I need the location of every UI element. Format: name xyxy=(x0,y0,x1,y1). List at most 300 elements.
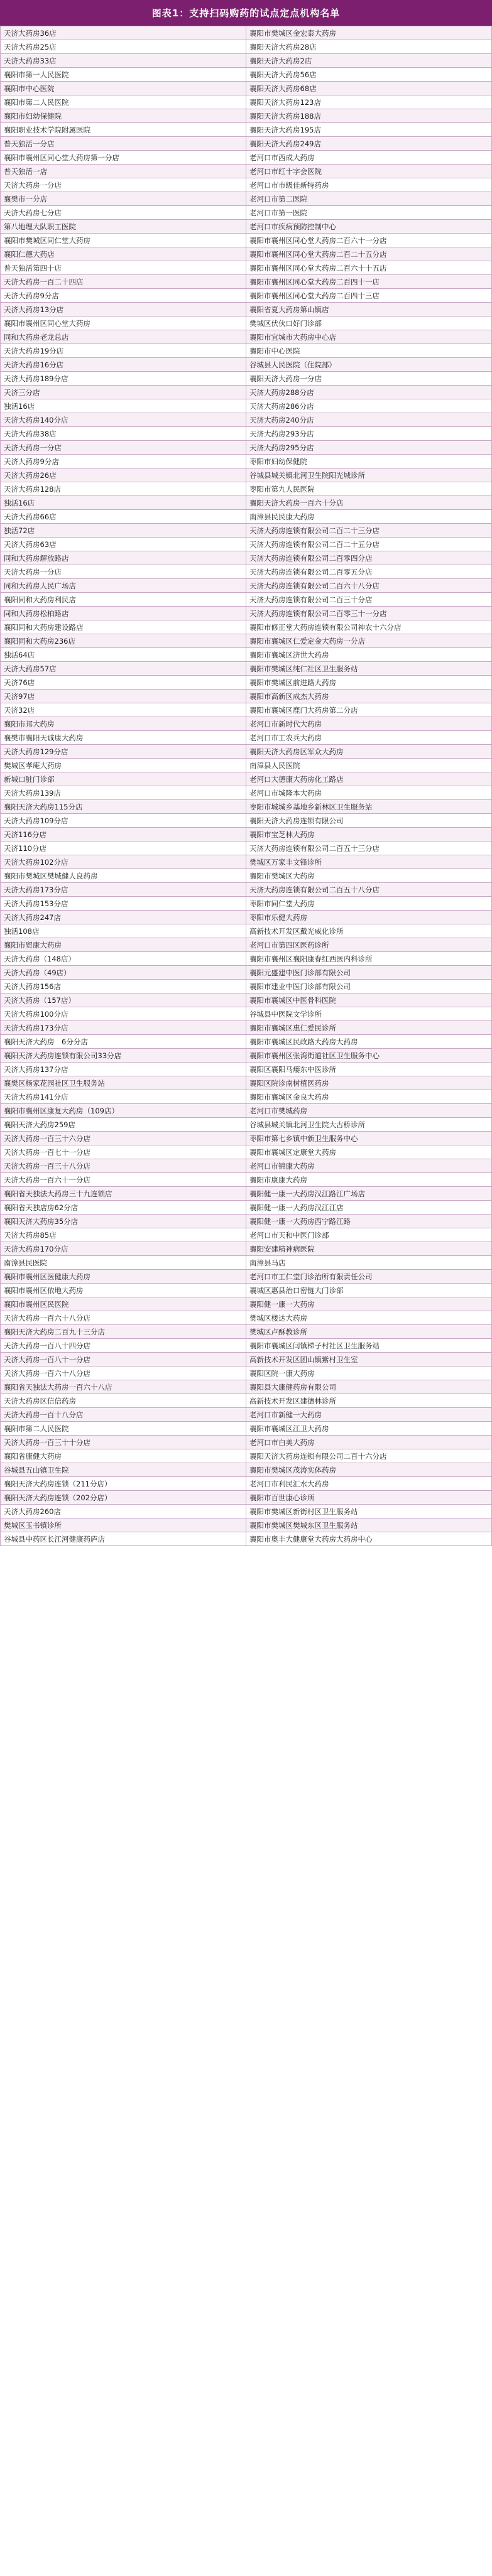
institution-name-left: 天济大药房173分店 xyxy=(1,883,246,897)
institution-name-right: 南漳县马店 xyxy=(246,1256,492,1270)
institution-name-left: 天济大药房85店 xyxy=(1,1228,246,1242)
table-row xyxy=(1,1145,492,1159)
table-row xyxy=(1,1201,492,1215)
institution-name-left: 普天独活第四十店 xyxy=(1,261,246,275)
institution-name-right: 襄阳省夏大药房第山镇店 xyxy=(246,303,492,317)
institution-name-right: 天济大药房连锁有限公司二百零三十一分店 xyxy=(246,607,492,620)
institution-name-right: 枣阳市妇幼保健院 xyxy=(246,455,492,468)
table-row xyxy=(1,109,492,123)
institution-name-right: 襄阳天济大药房一百六十分店 xyxy=(246,496,492,510)
institution-name-left: 天济大药房13分店 xyxy=(1,303,246,317)
institution-name-right: 襄阳市襄城区仁爱定金大药房一分店 xyxy=(246,634,492,648)
institution-name-right: 襄阳健一康一大药房汉江江店 xyxy=(246,1201,492,1215)
table-row xyxy=(1,1366,492,1380)
institution-name-right: 襄阳县大康健药房有限公司 xyxy=(246,1380,492,1394)
institution-name-right: 枣阳市第九人民医院 xyxy=(246,482,492,496)
institution-name-right: 襄阳市樊城区金宏泰大药房 xyxy=(246,26,492,40)
table-row xyxy=(1,1118,492,1132)
institution-name-left: 襄阳市襄州区医健康大药房 xyxy=(1,1270,246,1284)
institution-name-left: 天济大药房25店 xyxy=(1,40,246,54)
table-row xyxy=(1,1491,492,1505)
institution-name-left: 襄阳省天独店房62分店 xyxy=(1,1201,246,1215)
institution-name-right: 天济大药房连锁有限公司二百二十五分店 xyxy=(246,538,492,551)
institution-name-right: 老河口市第一医院 xyxy=(246,206,492,220)
table-row xyxy=(1,1242,492,1256)
institution-name-left: 襄阳省天独法大药房一百六十八店 xyxy=(1,1380,246,1394)
table-row xyxy=(1,883,492,897)
table-row xyxy=(1,1380,492,1394)
institution-name-right: 樊城区万家丰文锋诊所 xyxy=(246,855,492,869)
table-row xyxy=(1,579,492,593)
institution-name-right: 襄阳天济大药房249店 xyxy=(246,137,492,151)
institution-name-left: 谷城县五山镇卫生院 xyxy=(1,1463,246,1477)
table-row xyxy=(1,1021,492,1035)
institution-name-left: 天济大药房109分店 xyxy=(1,814,246,828)
table-row xyxy=(1,759,492,772)
institution-name-left: 天济大药房57店 xyxy=(1,662,246,676)
institution-name-left: 天济大药房（49店） xyxy=(1,966,246,980)
institution-name-right: 襄阳市樊城区新街村区卫生服务站 xyxy=(246,1505,492,1518)
institution-name-right: 襄阳天济大药房2店 xyxy=(246,54,492,68)
institution-name-right: 襄阳市襄城区金良大药房 xyxy=(246,1090,492,1104)
institution-name-left: 天济大药房19分店 xyxy=(1,344,246,358)
table-row xyxy=(1,1284,492,1297)
institution-name-left: 襄阳天济大药房二百九十三分店 xyxy=(1,1325,246,1339)
institution-name-left: 襄阳省康健大药房 xyxy=(1,1449,246,1463)
institution-name-right: 老河口市锦康大药房 xyxy=(246,1159,492,1173)
table-row xyxy=(1,1311,492,1325)
institution-name-right: 襄阳天济大药房连锁有限公司 xyxy=(246,814,492,828)
institution-name-right: 老河口市西成大药房 xyxy=(246,151,492,165)
institution-name-right: 襄阳天济大药房188店 xyxy=(246,109,492,123)
institution-name-left: 天济大药房一百六十八分店 xyxy=(1,1311,246,1325)
table-row xyxy=(1,897,492,911)
table-row xyxy=(1,980,492,993)
table-row xyxy=(1,1297,492,1311)
institution-name-left: 天济大药房一百六十八分店 xyxy=(1,1366,246,1380)
institution-name-left: 天济大药房129分店 xyxy=(1,745,246,759)
institution-name-left: 同和大药房老龙总店 xyxy=(1,330,246,344)
table-row xyxy=(1,413,492,427)
table-row xyxy=(1,247,492,261)
institution-name-left: 天济大药房一分店 xyxy=(1,565,246,579)
institution-name-left: 天济大药房一分店 xyxy=(1,178,246,192)
institution-name-left: 襄阳市樊城区同仁堂大药房 xyxy=(1,234,246,247)
institution-name-left: 独活72店 xyxy=(1,524,246,538)
institution-name-left: 谷城县中药区长江河健康药庐店 xyxy=(1,1532,246,1546)
institution-name-left: 襄阳市樊城区樊城健人良药房 xyxy=(1,869,246,883)
institution-name-right: 襄阳健一康一大药房 xyxy=(246,1297,492,1311)
institution-name-right: 高新技术开发区戴光威化诊所 xyxy=(246,924,492,938)
institution-name-left: 天济110分店 xyxy=(1,842,246,855)
table-body xyxy=(1,26,492,1546)
institution-name-left: 襄阳仁德大药店 xyxy=(1,247,246,261)
institution-name-right: 襄阳市高新区成杰大药房 xyxy=(246,690,492,703)
institution-name-left: 天济32店 xyxy=(1,703,246,717)
table-row xyxy=(1,703,492,717)
institution-name-right: 老河口市疾病预防控制中心 xyxy=(246,220,492,234)
institution-name-right: 襄阳市襄城区江卫大药房 xyxy=(246,1422,492,1436)
table-row xyxy=(1,648,492,662)
table-row xyxy=(1,938,492,952)
table-row xyxy=(1,1449,492,1463)
institution-name-left: 天济大药房102分店 xyxy=(1,855,246,869)
institution-name-left: 天济大药房一百三十六分店 xyxy=(1,1132,246,1145)
institution-name-left: 天济大药房141分店 xyxy=(1,1090,246,1104)
table-row xyxy=(1,330,492,344)
institution-name-right: 襄阳市襄州区襄阳康春红西医内科诊所 xyxy=(246,952,492,966)
institution-name-left: 襄阳天济大药房连锁（202分店） xyxy=(1,1491,246,1505)
table-row xyxy=(1,1477,492,1491)
institution-name-right: 襄阳市樊城区茂涛实体药房 xyxy=(246,1463,492,1477)
institution-name-left: 襄阳天济大药房连锁（211分店） xyxy=(1,1477,246,1491)
institution-name-left: 独活64店 xyxy=(1,648,246,662)
institution-name-left: 襄阳市妇幼保健院 xyxy=(1,109,246,123)
institution-name-left: 天济大药房一百三十十分店 xyxy=(1,1436,246,1449)
institution-name-left: 襄阳天济大药房35分店 xyxy=(1,1215,246,1228)
institution-name-right: 老河口市新健一大药房 xyxy=(246,1408,492,1422)
institution-name-left: 襄阳市襄州区依地大药房 xyxy=(1,1284,246,1297)
institution-name-right: 枣阳市城城乡基地乡新林区卫生服务站 xyxy=(246,800,492,814)
institution-name-right: 襄阳天济大药房区军众大药房 xyxy=(246,745,492,759)
table-row xyxy=(1,165,492,178)
table-row xyxy=(1,1256,492,1270)
institution-name-right: 襄阳市樊城区大药房 xyxy=(246,869,492,883)
institution-name-right: 樊城区楼达大药房 xyxy=(246,1311,492,1325)
institutions-table xyxy=(0,26,492,1546)
table-row xyxy=(1,855,492,869)
institution-name-right: 襄阳区院一康大药房 xyxy=(246,1366,492,1380)
table-row xyxy=(1,1159,492,1173)
table-row xyxy=(1,220,492,234)
table-row xyxy=(1,1035,492,1049)
table-row xyxy=(1,261,492,275)
table-row xyxy=(1,82,492,95)
institution-name-left: 同和大药房人民广场店 xyxy=(1,579,246,593)
institution-name-left: 襄阳市襄州区同心堂大药房第一分店 xyxy=(1,151,246,165)
institution-name-left: 天济大药房137分店 xyxy=(1,1063,246,1076)
institution-name-right: 天济大药房连锁有限公司二百零五分店 xyxy=(246,565,492,579)
institution-name-right: 樊城区伏伙口好门诊部 xyxy=(246,317,492,330)
institution-name-right: 谷城县城关镇北河卫生院阳光城诊所 xyxy=(246,468,492,482)
institution-name-left: 独活16店 xyxy=(1,399,246,413)
institution-name-right: 天济大药房连锁有限公司二百五十八分店 xyxy=(246,883,492,897)
institution-name-left: 天济大药房一百六十一分店 xyxy=(1,1173,246,1187)
table-row xyxy=(1,952,492,966)
institution-name-left: 天济116分店 xyxy=(1,828,246,842)
institution-name-right: 天济大药房295分店 xyxy=(246,441,492,455)
institution-name-right: 襄阳区襄阳马瘘东中医诊所 xyxy=(246,1063,492,1076)
table-row xyxy=(1,137,492,151)
institution-name-left: 襄阳同和大药房利民店 xyxy=(1,593,246,607)
institution-name-right: 老河口市天和中医门诊部 xyxy=(246,1228,492,1242)
table-row xyxy=(1,441,492,455)
institution-name-left: 樊城区孝庵大药房 xyxy=(1,759,246,772)
institution-name-left: 天济大药房9分店 xyxy=(1,289,246,303)
institution-name-right: 天济大药房286分店 xyxy=(246,399,492,413)
institution-name-right: 襄阳市修正堂大药房连锁有限公司神农十六分店 xyxy=(246,620,492,634)
table-row xyxy=(1,634,492,648)
institution-name-right: 襄阳市襄城区济世大药房 xyxy=(246,648,492,662)
table-row xyxy=(1,289,492,303)
table-row xyxy=(1,275,492,289)
table-row xyxy=(1,455,492,468)
institution-name-left: 天济大药房247店 xyxy=(1,911,246,924)
institution-name-left: 襄阳市襄州区康复大药房（109店） xyxy=(1,1104,246,1118)
institution-name-left: 天济大药房156店 xyxy=(1,980,246,993)
institution-name-right: 襄阳天济大药房123店 xyxy=(246,95,492,109)
institution-name-right: 谷城县中医院文学诊所 xyxy=(246,1007,492,1021)
institution-name-right: 襄阳健一康一大药房汉江路江广场店 xyxy=(246,1187,492,1201)
table-row xyxy=(1,1090,492,1104)
institution-name-left: 天济大药房33店 xyxy=(1,54,246,68)
table-row xyxy=(1,68,492,82)
institution-name-left: 襄阳市第二人民医院 xyxy=(1,95,246,109)
table-row xyxy=(1,510,492,524)
institution-name-right: 襄阳市中心医院 xyxy=(246,344,492,358)
institution-name-left: 襄阳市第一人民医院 xyxy=(1,68,246,82)
institution-name-left: 同和大药房松柏路店 xyxy=(1,607,246,620)
table-row xyxy=(1,496,492,510)
institution-name-right: 襄阳市襄城区民政路大药房大药房 xyxy=(246,1035,492,1049)
table-row xyxy=(1,538,492,551)
institution-name-left: 天济大药房100分店 xyxy=(1,1007,246,1021)
table-row xyxy=(1,966,492,980)
institution-name-left: 襄阳市第二人民医院 xyxy=(1,1422,246,1436)
institution-name-left: 天济大药房26店 xyxy=(1,468,246,482)
institution-name-right: 襄阳天济大药房68店 xyxy=(246,82,492,95)
institution-name-right: 高新技术开发区团山镇紫村卫生室 xyxy=(246,1353,492,1366)
table-row xyxy=(1,620,492,634)
institution-name-left: 独活16店 xyxy=(1,496,246,510)
institution-name-left: 天济大药房（157店） xyxy=(1,993,246,1007)
table-row xyxy=(1,786,492,800)
institution-name-right: 天济大药房连锁有限公司二百五十三分店 xyxy=(246,842,492,855)
institution-name-right: 襄阳市襄城区鹿门大药房第二分店 xyxy=(246,703,492,717)
institution-name-right: 襄阳天济大药房连锁有限公司二百十六分店 xyxy=(246,1449,492,1463)
institution-name-right: 襄阳市樊城区纯仁社区卫生服务站 xyxy=(246,662,492,676)
table-row xyxy=(1,40,492,54)
institution-name-left: 天济大药房66店 xyxy=(1,510,246,524)
institution-name-right: 天济大药房293分店 xyxy=(246,427,492,441)
table-row xyxy=(1,1325,492,1339)
institution-name-right: 老河口市新时代大药房 xyxy=(246,717,492,731)
table-row xyxy=(1,1063,492,1076)
table-row xyxy=(1,828,492,842)
institution-name-left: 襄樊市一分店 xyxy=(1,192,246,206)
table-row xyxy=(1,1173,492,1187)
institution-name-right: 老河口大德康大药房化工路店 xyxy=(246,772,492,786)
institution-name-right: 老河口市工仁堂门诊治所有限责任公司 xyxy=(246,1270,492,1284)
institution-name-right: 老河口市白美大药房 xyxy=(246,1436,492,1449)
institution-name-right: 襄阳天济大药房195店 xyxy=(246,123,492,137)
table-row xyxy=(1,1532,492,1546)
table-row xyxy=(1,1463,492,1477)
table-row xyxy=(1,151,492,165)
institution-name-right: 天济大药房288分店 xyxy=(246,386,492,399)
table-row xyxy=(1,745,492,759)
institution-name-left: 襄阳职业技术学院附属医院 xyxy=(1,123,246,137)
institution-name-left: 天济大药房一百二十四店 xyxy=(1,275,246,289)
institution-name-right: 老河口市樊城药房 xyxy=(246,1104,492,1118)
institution-name-right: 襄阳市襄州区同心堂大药房二百二十五分店 xyxy=(246,247,492,261)
table-row xyxy=(1,26,492,40)
table-row xyxy=(1,593,492,607)
institution-name-left: 天济大药房170分店 xyxy=(1,1242,246,1256)
institution-name-left: 天济大药房128店 xyxy=(1,482,246,496)
institution-name-left: 南漳县民医院 xyxy=(1,1256,246,1270)
institution-name-right: 襄阳安建精神病医院 xyxy=(246,1242,492,1256)
institution-name-right: 襄阳天济大药房56店 xyxy=(246,68,492,82)
table-row xyxy=(1,344,492,358)
table-row xyxy=(1,95,492,109)
institution-name-left: 襄阳市邦大药房 xyxy=(1,717,246,731)
institution-name-left: 天济大药房一百八十一分店 xyxy=(1,1353,246,1366)
institution-name-left: 襄樊市襄阳天诚康大药房 xyxy=(1,731,246,745)
table-row xyxy=(1,1339,492,1353)
institution-name-right: 老河口市市级佳新特药房 xyxy=(246,178,492,192)
institution-name-right: 襄阳市襄城区闫镇梯子村社区卫生服务站 xyxy=(246,1339,492,1353)
table-row xyxy=(1,1049,492,1063)
institution-name-right: 谷城县城关镇北河卫生院大古桥诊所 xyxy=(246,1118,492,1132)
institution-name-left: 天济大药房153分店 xyxy=(1,897,246,911)
institution-name-left: 天济大药房区信信药房 xyxy=(1,1394,246,1408)
table-row xyxy=(1,565,492,579)
institution-name-right: 襄阳市襄州区同心堂大药房二百四十一店 xyxy=(246,275,492,289)
institution-name-left: 天济76店 xyxy=(1,676,246,690)
institution-name-left: 天济大药房16分店 xyxy=(1,358,246,372)
institution-name-right: 老河口市城隆本大药房 xyxy=(246,786,492,800)
institution-name-left: 天济大药房七分店 xyxy=(1,206,246,220)
institution-name-right: 老河口市工农兵大药房 xyxy=(246,731,492,745)
table-row xyxy=(1,662,492,676)
institution-name-right: 枣阳市同仁堂大药房 xyxy=(246,897,492,911)
table-row xyxy=(1,1228,492,1242)
institution-name-left: 天济大药房9分店 xyxy=(1,455,246,468)
table-row xyxy=(1,123,492,137)
table-row xyxy=(1,399,492,413)
table-row xyxy=(1,524,492,538)
page-title: 图表1：支持扫码购药的试点定点机构名单 xyxy=(0,0,492,26)
institution-name-left: 天济大药房189分店 xyxy=(1,372,246,386)
table-row xyxy=(1,800,492,814)
institution-name-left: 襄阳同和大药房236店 xyxy=(1,634,246,648)
institution-name-right: 襄阳市襄城区惠仁爱民诊所 xyxy=(246,1021,492,1035)
institution-name-left: 天济大药房139店 xyxy=(1,786,246,800)
institution-name-left: 天济大药房38店 xyxy=(1,427,246,441)
table-row xyxy=(1,372,492,386)
table-row xyxy=(1,206,492,220)
institution-name-right: 老河口市第四区医药诊所 xyxy=(246,938,492,952)
institution-name-right: 老河口市第二医院 xyxy=(246,192,492,206)
institution-name-right: 襄阳市樊城区樊城东区卫生服务站 xyxy=(246,1518,492,1532)
table-row xyxy=(1,234,492,247)
institution-name-left: 普天独活一店 xyxy=(1,165,246,178)
table-row xyxy=(1,814,492,828)
institution-name-left: 襄阳天济大药房 6分分店 xyxy=(1,1035,246,1049)
table-row xyxy=(1,717,492,731)
institution-name-left: 天济大药房一百八十四分店 xyxy=(1,1339,246,1353)
table-row xyxy=(1,731,492,745)
institution-name-right: 襄阳市樊城区前进路大药房 xyxy=(246,676,492,690)
institution-name-right: 襄城区惠县治口密链大门诊部 xyxy=(246,1284,492,1297)
institution-name-left: 天济大药房一百三十八分店 xyxy=(1,1159,246,1173)
institution-name-left: 天济大药房63店 xyxy=(1,538,246,551)
institution-name-left: 樊城区玉书镇诊所 xyxy=(1,1518,246,1532)
table-row xyxy=(1,1394,492,1408)
institution-name-left: 独活108店 xyxy=(1,924,246,938)
institution-name-left: 天济大药房（148店） xyxy=(1,952,246,966)
institution-name-right: 襄阳市宜城市大药房中心店 xyxy=(246,330,492,344)
institution-name-left: 天济大药房一百七十一分店 xyxy=(1,1145,246,1159)
table-row xyxy=(1,911,492,924)
table-row xyxy=(1,358,492,372)
institution-name-left: 襄阳天济大药房115分店 xyxy=(1,800,246,814)
table-row xyxy=(1,1518,492,1532)
table-row xyxy=(1,607,492,620)
institution-name-left: 襄樊区杨家花园社区卫生服务站 xyxy=(1,1076,246,1090)
table-row xyxy=(1,1353,492,1366)
institution-name-left: 天济大药房36店 xyxy=(1,26,246,40)
institution-name-right: 襄阳市襄州区同心堂大药房二百六十一分店 xyxy=(246,234,492,247)
table-row xyxy=(1,924,492,938)
institution-name-left: 襄阳天济大药房连锁有限公司33分店 xyxy=(1,1049,246,1063)
institution-name-left: 第八地理大队职工医院 xyxy=(1,220,246,234)
institution-name-right: 谷城县人民医院（住院部） xyxy=(246,358,492,372)
institution-name-right: 襄阳天济大药房28店 xyxy=(246,40,492,54)
institution-name-right: 枣阳市第七乡镇中新卫生服务中心 xyxy=(246,1132,492,1145)
table-row xyxy=(1,54,492,68)
institution-name-left: 天济大药房260店 xyxy=(1,1505,246,1518)
institution-name-left: 襄阳市中心医院 xyxy=(1,82,246,95)
institution-name-right: 襄阳天济大药房一分店 xyxy=(246,372,492,386)
institution-name-left: 同和大药房解放路店 xyxy=(1,551,246,565)
table-row xyxy=(1,1422,492,1436)
institution-name-left: 襄阳市贸康大药房 xyxy=(1,938,246,952)
institution-name-right: 襄阳市康康大药房 xyxy=(246,1173,492,1187)
institution-name-left: 襄阳省天独法大药房三十九连锁店 xyxy=(1,1187,246,1201)
table-row xyxy=(1,468,492,482)
table-row xyxy=(1,842,492,855)
institution-name-left: 天济大药房一百十八分店 xyxy=(1,1408,246,1422)
institution-name-left: 普天独活一分店 xyxy=(1,137,246,151)
table-row xyxy=(1,386,492,399)
table-row xyxy=(1,317,492,330)
institution-name-left: 襄阳天济大药房259店 xyxy=(1,1118,246,1132)
table-row xyxy=(1,192,492,206)
institution-name-right: 天济大药房240分店 xyxy=(246,413,492,427)
institution-name-right: 襄阳市襄州区同心堂大药房二百六十十五店 xyxy=(246,261,492,275)
institution-name-right: 襄阳区院诊南树植医药房 xyxy=(246,1076,492,1090)
institution-name-right: 襄阳市襄州区同心堂大药房二百四十三店 xyxy=(246,289,492,303)
institution-name-right: 襄阳市建业中医门诊部有限公司 xyxy=(246,980,492,993)
institution-name-right: 南漳县民民康大药房 xyxy=(246,510,492,524)
table-row xyxy=(1,676,492,690)
table-row xyxy=(1,1436,492,1449)
institution-name-right: 老河口市红十字会医院 xyxy=(246,165,492,178)
table-row xyxy=(1,1187,492,1201)
table-row xyxy=(1,1007,492,1021)
institution-name-left: 天济大药房173分店 xyxy=(1,1021,246,1035)
institution-name-left: 襄阳市襄州区同心堂大药房 xyxy=(1,317,246,330)
table-row xyxy=(1,1132,492,1145)
institution-name-left: 襄阳同和大药房建设路店 xyxy=(1,620,246,634)
table-row xyxy=(1,1076,492,1090)
institution-name-right: 襄阳市襄州区张湾街道社区卫生服务中心 xyxy=(246,1049,492,1063)
institution-name-right: 天济大药房连锁有限公司二百二十三分店 xyxy=(246,524,492,538)
institution-name-right: 襄阳市襄城区定康堂大药房 xyxy=(246,1145,492,1159)
table-row xyxy=(1,427,492,441)
